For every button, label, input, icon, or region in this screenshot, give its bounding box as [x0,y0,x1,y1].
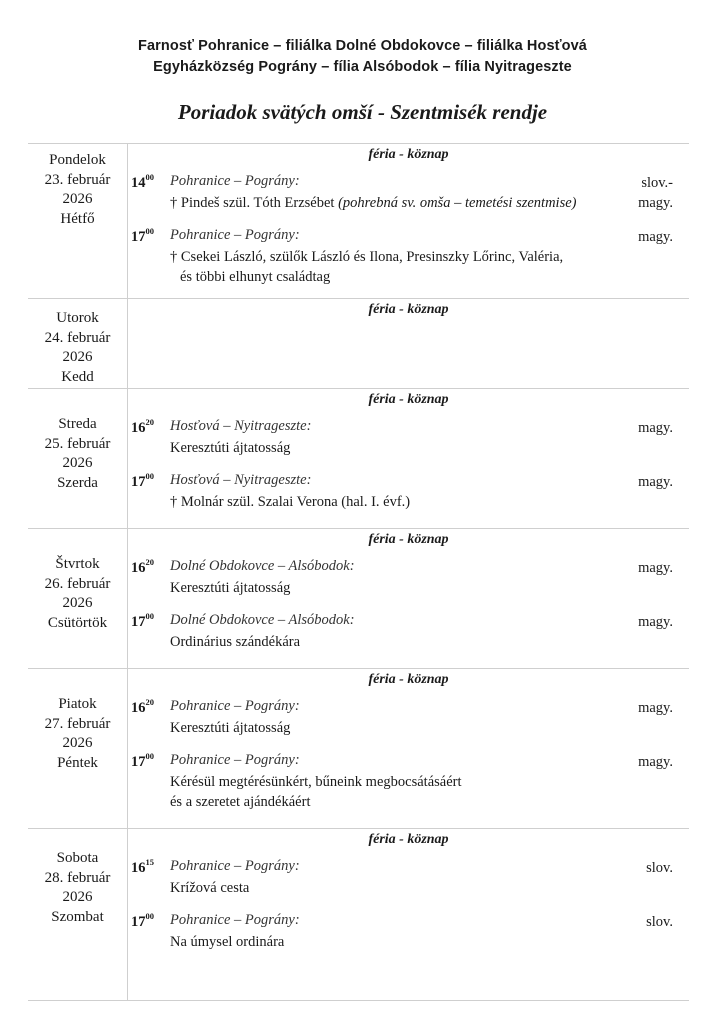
masses-cell [128,299,690,389]
mass-language: slov. [646,860,673,876]
mass-entry [128,856,689,896]
page-title: Poriadok svätých omší - Szentmisék rendje [177,100,548,124]
day-name-hu: Kedd [61,368,94,385]
day-row-friday [28,669,689,829]
mass-language: slov. [646,914,673,930]
mass-place: Dolné Obdokovce – Alsóbodok: [170,558,355,574]
mass-time: $17^{00}$ [131,751,154,770]
mass-time: $17^{00}$ [131,911,154,930]
parish-header [0,36,725,78]
mass-place: Hosťová – Nyitrageszte: [170,472,312,488]
mass-language: magy. [638,229,673,245]
header-line-1: Farnosť Pohranice – filiálka Dolné Obdokovce – filiálka Hosťová [138,38,587,54]
mass-time: $14^{00}$ [131,172,154,191]
day-cell [28,299,128,389]
mass-place: Pohranice – Pográny: [170,173,300,189]
masses-cell [128,144,690,299]
mass-intention: † Pindeš szül. Tóth Erzsébet (pohrebná sv. omša – temetési szentmise) [170,195,577,211]
day-year: 2026 [62,889,93,905]
mass-time: $16^{15}$ [131,857,154,876]
feria-label: féria - köznap [368,147,449,162]
mass-time: $17^{00}$ [131,226,154,245]
day-name-hu: Szerda [57,474,98,491]
mass-place: Pohranice – Pográny: [170,752,300,768]
feria-label: féria - köznap [368,832,449,847]
mass-intention: Keresztúti ájtatosság [170,580,291,596]
day-date: 25. február [44,435,111,452]
mass-language: magy. [638,754,673,770]
feria-label: féria - köznap [368,532,449,547]
day-date: 28. február [44,869,111,886]
day-cell [28,389,128,529]
mass-intention: Ordinárius szándékára [170,634,301,650]
day-row-thursday [28,529,689,669]
masses-cell [128,669,690,829]
day-year: 2026 [62,735,93,751]
mass-schedule-table [28,143,689,1001]
mass-intention: Keresztúti ájtatosság [170,720,291,736]
header-line-2: Egyházközség Pográny – fília Alsóbodok – fília Nyitrageszte [153,59,572,75]
day-cell [28,529,128,669]
mass-language: magy. [638,614,673,630]
day-cell [28,669,128,829]
mass-entry [128,416,689,456]
mass-intention: Krížová cesta [170,880,250,896]
mass-place: Pohranice – Pográny: [170,227,300,243]
mass-time: $17^{00}$ [131,611,154,630]
day-name-sk: Streda [58,416,97,432]
mass-time: $16^{20}$ [131,697,154,716]
day-name-sk: Pondelok [49,152,106,168]
mass-time: $16^{20}$ [131,557,154,576]
feria-label: féria - köznap [368,302,449,317]
day-date: 26. február [44,575,111,592]
mass-entry [128,470,689,510]
mass-entry [128,610,689,650]
day-name-sk: Utorok [56,310,99,326]
day-name-hu: Péntek [57,754,98,771]
day-name-hu: Szombat [51,908,104,925]
mass-entry [128,225,689,285]
mass-intention: Na úmysel ordinára [170,934,285,950]
mass-entry [128,910,689,950]
day-name-sk: Piatok [58,696,97,712]
mass-language: magy. [638,700,673,716]
day-cell [28,144,128,299]
feria-label: féria - köznap [368,392,449,407]
day-row-monday [28,144,689,299]
day-date: 27. február [44,715,111,732]
day-name-sk: Sobota [56,850,99,866]
day-date: 24. február [44,329,111,346]
mass-language: magy. [638,420,673,436]
mass-intention: Keresztúti ájtatosság [170,440,291,456]
mass-entry [128,696,689,736]
mass-time: $17^{00}$ [131,471,154,490]
feria-label: féria - köznap [368,672,449,687]
mass-intention: † Csekei László, szülők László és Ilona, Presinszky Lőrinc, Valéria, és többi elhunyt családtag [170,249,564,285]
mass-entry [128,750,689,810]
day-row-saturday [28,829,689,1001]
day-name-hu: Csütörtök [47,614,108,631]
mass-intention: Kérésül megtérésünkért, bűneink megbocsátásáért és a szeretet ajándékáért [170,774,462,810]
mass-entry [128,556,689,596]
day-year: 2026 [62,349,93,365]
day-name-sk: Štvrtok [55,556,100,572]
masses-cell [128,529,690,669]
day-year: 2026 [62,455,93,471]
mass-place: Pohranice – Pográny: [170,698,300,714]
masses-cell [128,829,690,1001]
mass-language: magy. [638,474,673,490]
mass-language: magy. [638,560,673,576]
mass-place: Dolné Obdokovce – Alsóbodok: [170,612,355,628]
mass-language: slov.- magy. [638,175,673,211]
day-date: 23. február [44,171,111,188]
mass-entry [128,171,689,211]
masses-cell [128,389,690,529]
mass-place: Pohranice – Pográny: [170,858,300,874]
day-row-tuesday [28,299,689,389]
mass-place: Hosťová – Nyitrageszte: [170,418,312,434]
mass-intention: † Molnár szül. Szalai Verona (hal. I. évf.) [170,494,411,510]
mass-place: Pohranice – Pográny: [170,912,300,928]
day-year: 2026 [62,191,93,207]
day-cell [28,829,128,1001]
mass-time: $16^{20}$ [131,417,154,436]
day-name-hu: Hétfő [60,210,95,227]
day-year: 2026 [62,595,93,611]
day-row-wednesday [28,389,689,529]
